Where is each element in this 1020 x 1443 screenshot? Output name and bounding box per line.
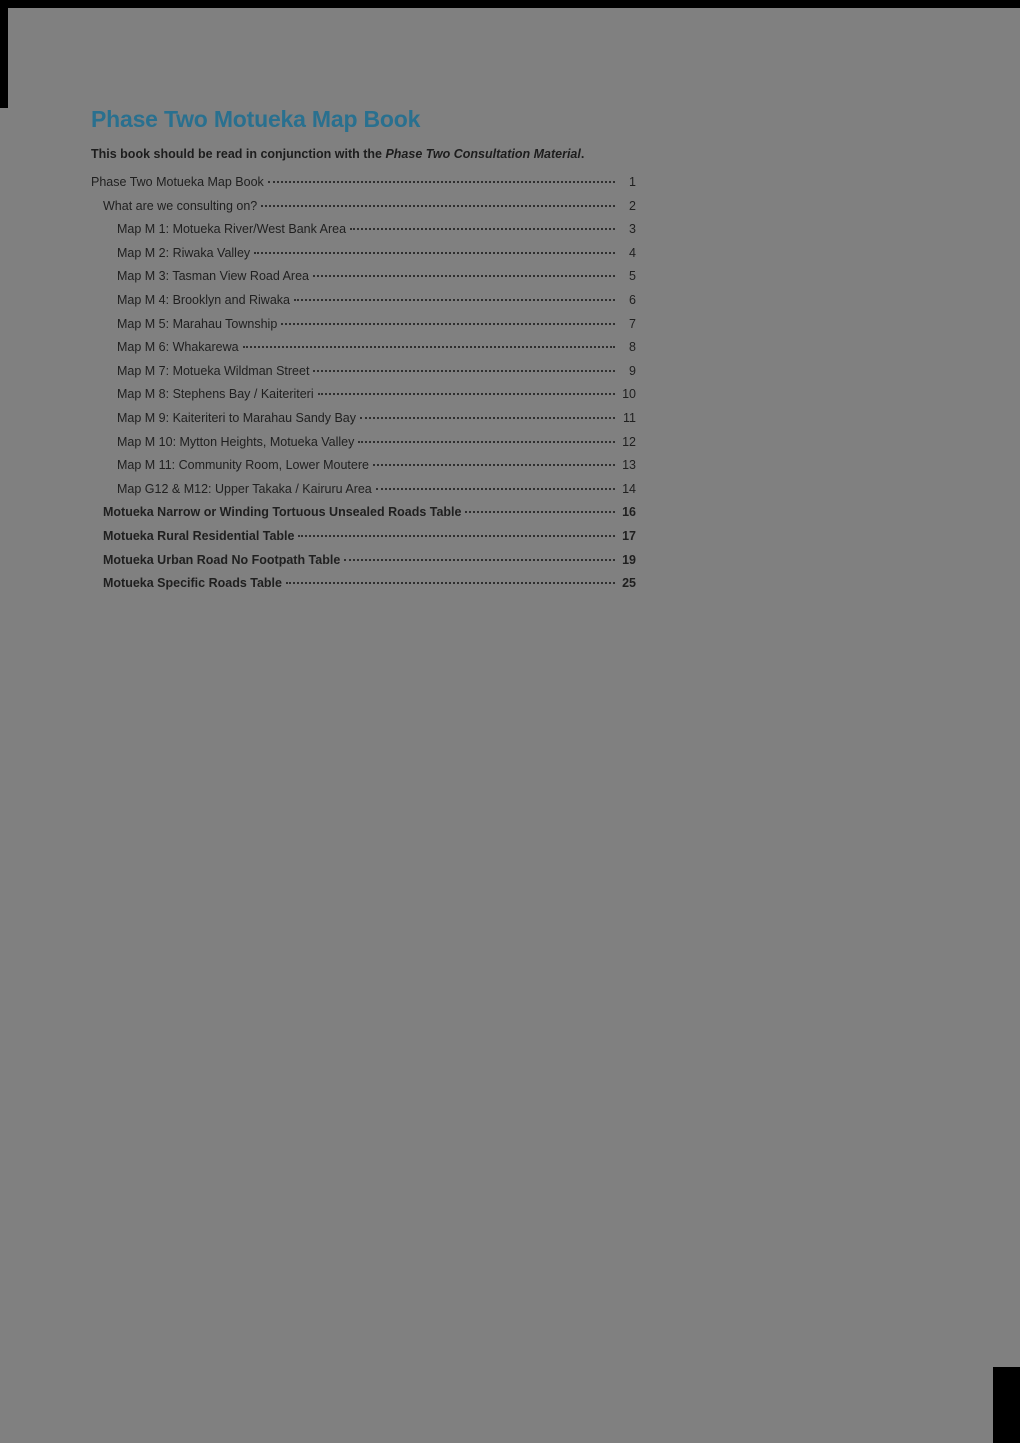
toc-entry-page: 11: [623, 410, 636, 425]
toc-entry[interactable]: [91, 576, 636, 600]
toc-entry-label: What are we consulting on?: [103, 198, 258, 213]
toc-entry[interactable]: [91, 482, 636, 506]
toc-entry-page: 25: [622, 576, 636, 591]
toc-entry-page: 4: [629, 245, 636, 260]
toc-entry-page: 3: [629, 222, 636, 237]
dot-leader: [344, 559, 615, 561]
toc-entry[interactable]: [91, 340, 636, 364]
subtitle-cited-title: Phase Two Consultation Material: [385, 147, 581, 161]
toc-entry-page: 16: [622, 505, 636, 520]
toc-entry[interactable]: [91, 222, 636, 246]
toc-entry-label: Motueka Narrow or Winding Tortuous Unsealed Roads Table: [103, 505, 462, 520]
toc-entry-label: Map M 11: Community Room, Lower Moutere: [117, 458, 369, 473]
toc-entry-label: Map M 2: Riwaka Valley: [117, 245, 251, 260]
toc-entry-label: Map M 4: Brooklyn and Riwaka: [117, 292, 290, 307]
dot-leader: [298, 535, 615, 537]
toc-entry[interactable]: [91, 246, 636, 270]
toc-entry[interactable]: [91, 505, 636, 529]
document-subtitle: [91, 146, 636, 162]
toc-entry[interactable]: [91, 387, 636, 411]
toc-entry-page: 7: [629, 316, 636, 331]
dot-leader: [373, 464, 615, 466]
dot-leader: [358, 441, 615, 443]
dot-leader: [294, 299, 615, 301]
dot-leader: [318, 393, 615, 395]
dot-leader: [286, 582, 615, 584]
toc-entry[interactable]: [91, 435, 636, 459]
toc-entry[interactable]: [91, 269, 636, 293]
toc-entry-label: Map M 5: Marahau Township: [117, 316, 278, 331]
table-of-contents: [91, 175, 636, 600]
toc-entry[interactable]: [91, 364, 636, 388]
toc-entry[interactable]: [91, 317, 636, 341]
toc-entry-label: Map G12 & M12: Upper Takaka / Kairuru Area: [117, 481, 372, 496]
black-border-left: [0, 0, 8, 108]
toc-entry[interactable]: [91, 199, 636, 223]
toc-entry-page: 8: [629, 340, 636, 355]
dot-leader: [254, 252, 615, 254]
toc-entry-page: 19: [622, 552, 636, 567]
dot-leader: [313, 370, 615, 372]
toc-entry[interactable]: [91, 529, 636, 553]
toc-entry-page: 5: [629, 269, 636, 284]
toc-entry-label: Map M 8: Stephens Bay / Kaiteriteri: [117, 387, 314, 402]
black-border-top: [0, 0, 1020, 8]
toc-entry-label: Map M 6: Whakarewa: [117, 340, 239, 355]
toc-entry-page: 9: [629, 363, 636, 378]
toc-entry[interactable]: [91, 175, 636, 199]
page-title: Phase Two Motueka Map Book: [91, 106, 421, 132]
toc-entry-label: Motueka Specific Roads Table: [103, 576, 282, 591]
dot-leader: [313, 275, 615, 277]
document-page: [91, 106, 636, 600]
toc-entry-page: 10: [622, 387, 636, 402]
toc-entry-page: 13: [622, 458, 636, 473]
toc-entry-label: Motueka Rural Residential Table: [103, 528, 295, 543]
toc-entry-label: Map M 9: Kaiteriteri to Marahau Sandy Bay: [117, 410, 357, 425]
toc-entry-page: 2: [629, 198, 636, 213]
toc-entry-page: 6: [629, 292, 636, 307]
dot-leader: [281, 323, 615, 325]
toc-entry-label: Phase Two Motueka Map Book: [91, 175, 264, 189]
toc-entry-label: Map M 3: Tasman View Road Area: [117, 269, 309, 284]
subtitle-period: .: [580, 147, 585, 161]
toc-entry[interactable]: [91, 411, 636, 435]
toc-entry-page: 17: [622, 528, 636, 543]
dot-leader: [268, 181, 615, 183]
dot-leader: [360, 417, 615, 419]
toc-entry[interactable]: [91, 553, 636, 577]
toc-entry-page: 12: [622, 434, 636, 449]
dot-leader: [376, 488, 615, 490]
toc-entry-page: 1: [629, 175, 636, 189]
toc-entry[interactable]: [91, 293, 636, 317]
dot-leader: [350, 228, 615, 230]
toc-entry-label: Motueka Urban Road No Footpath Table: [103, 552, 341, 567]
dot-leader: [261, 205, 615, 207]
toc-entry-label: Map M 7: Motueka Wildman Street: [117, 363, 310, 378]
black-corner-bottom-right: [993, 1367, 1020, 1443]
dot-leader: [243, 346, 615, 348]
dot-leader: [465, 511, 615, 513]
toc-entry-label: Map M 10: Mytton Heights, Motueka Valley: [117, 434, 355, 449]
subtitle-text: This book should be read in conjunction with the: [91, 147, 386, 161]
toc-entry[interactable]: [91, 458, 636, 482]
toc-entry-label: Map M 1: Motueka River/West Bank Area: [117, 222, 347, 237]
toc-entry-page: 14: [622, 481, 636, 496]
